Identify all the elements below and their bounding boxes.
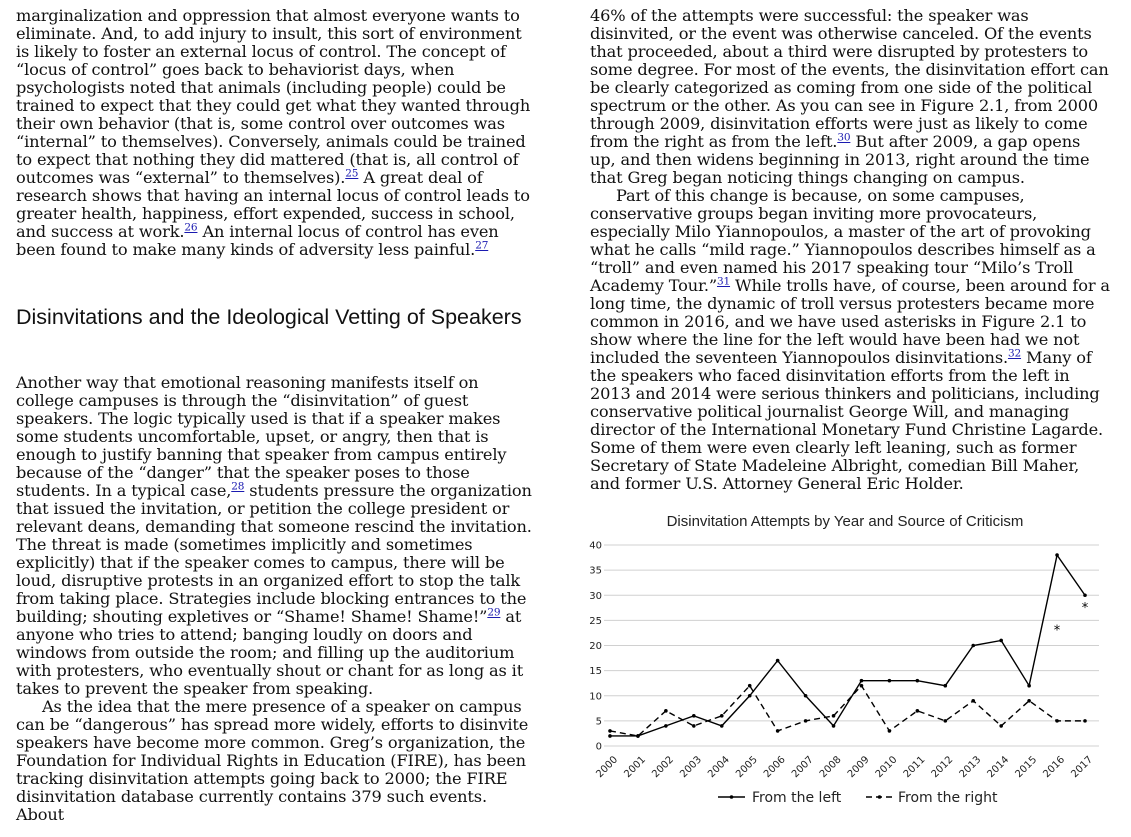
- paragraph-locus-of-control: [16, 7, 538, 259]
- stats-text: 46% of the attempts were successful: the speaker was disinvited, or the event was otherwise canceled. Of the events that proceeded, about a third were disrupted by protesters to some degree. For most of the events, the disinvitation effort can be clearly categorized as coming from one side of the political spectrum or the other. As you can see in Figure 2.1, from 2000 through 2009, disinvitation efforts were just as likely to come from the right as from the left.: [590, 6, 1109, 151]
- legend-label-left: From the left: [752, 790, 842, 806]
- data-point-left: [971, 644, 975, 648]
- line-chart: [585, 508, 1105, 808]
- footnote-link-30[interactable]: 30: [837, 131, 851, 144]
- data-point-right: [860, 684, 864, 688]
- footnote-link-25[interactable]: 25: [345, 167, 359, 180]
- data-point-right: [1027, 699, 1031, 703]
- paragraph-provocateurs: [590, 187, 1110, 493]
- stats-text: But after 2009, a gap opens up, and then widens beginning in 2013, right around the time that Greg began noticing things changing on campus.: [590, 132, 1090, 187]
- asterisk-annotation: *: [1081, 600, 1089, 616]
- data-point-right: [804, 719, 808, 723]
- asterisk-annotation: *: [1053, 623, 1061, 639]
- data-point-left: [832, 724, 836, 728]
- x-tick-label: 2003: [678, 754, 704, 781]
- data-point-right: [664, 709, 668, 713]
- provocateurs-text: Part of this change is because, on some campuses, conservative groups began inviting more provocateurs, especially Milo Yiannopoulos, a master of the art of provoking what he calls “mild rage.” Yiannopoulos describes himself as a “troll” and even named his 2017 speaking tour “Milo’s Troll Academy Tour.”: [590, 186, 1096, 295]
- data-point-left: [888, 679, 892, 683]
- locus-text: marginalization and oppression that almost everyone wants to eliminate. And, to add injury to insult, this sort of environment is likely to foster an external locus of control. The concept of “locus of control” goes back to behaviorist days, when psychologists noted that animals (including people) could be trained to expect that they could get what they wanted through their own behavior (that is, some control over outcomes was “internal” to themselves). Conversely, animals could be trained to expect that nothing they did mattered (that is, all control of outcomes was “external” to themselves).: [16, 6, 531, 187]
- legend-marker-left: [730, 795, 734, 799]
- data-point-right: [720, 714, 724, 718]
- x-tick-label: 2002: [650, 754, 677, 781]
- data-point-right: [1055, 719, 1059, 723]
- paragraph-attempt-statistics: [590, 7, 1110, 187]
- data-point-left: [720, 724, 724, 728]
- disinvite-text: at anyone who tries to attend; banging loudly on doors and windows from outside the room; and filling up the auditorium with protesters, who eventually shout or chant for as long as it takes to prevent the speaker from speaking.: [16, 607, 524, 698]
- data-point-right: [971, 699, 975, 703]
- y-tick-label: 35: [589, 565, 602, 577]
- x-tick-label: 2007: [789, 754, 816, 781]
- provocateurs-text: While trolls have, of course, been around for a long time, the dynamic of troll versus protesters became more common in 2016, and we have used asterisks in Figure 2.1 to show where the line for the left would have been had we not included the seventeen Yiannopoulos disinvitations.: [590, 276, 1110, 367]
- data-point-right: [1083, 719, 1087, 723]
- left-column: [16, 7, 538, 824]
- data-point-right: [999, 724, 1003, 728]
- footnote-link-32[interactable]: 32: [1007, 347, 1022, 360]
- footnote-link-28[interactable]: 28: [231, 480, 245, 493]
- x-tick-label: 2012: [929, 754, 956, 781]
- data-point-left: [943, 684, 947, 688]
- figure-2-1-chart: [585, 508, 1105, 808]
- disinvite-text: students pressure the organization that issued the invitation, or petition the college president or relevant deans, demanding that someone rescind the invitation. The threat is made (sometimes implicitly and sometimes explicitly) that if the speaker comes to campus, there will be loud, disruptive protests in an organized effort to stop the talk from taking place. Strategies include blocking entrances to the building; shouting expletives or “Shame! Shame! Shame!”: [16, 481, 532, 626]
- data-point-right: [636, 734, 640, 738]
- legend-label-right: From the right: [898, 790, 998, 806]
- y-tick-label: 25: [589, 615, 602, 627]
- x-tick-label: 2011: [901, 754, 928, 781]
- x-tick-label: 2009: [845, 754, 872, 781]
- x-tick-label: 2015: [1013, 754, 1040, 781]
- x-tick-label: 2013: [957, 754, 984, 781]
- x-tick-label: 2016: [1041, 754, 1068, 781]
- data-point-right: [888, 729, 892, 733]
- data-point-left: [999, 639, 1003, 643]
- data-point-left: [1055, 553, 1059, 557]
- data-point-right: [692, 724, 696, 728]
- fire-text: As the idea that the mere presence of a speaker on campus can be “dangerous” has spread more widely, efforts to disinvite speakers have become more common. Greg’s organization, the Foundation for Individual Rights in Education (FIRE), has been tracking disinvitation attempts going back to 2000; the FIRE disinvitation database currently contains 379 such events. About: [16, 697, 529, 824]
- data-point-left: [692, 714, 696, 718]
- locus-text: An internal locus of control has even been found to make many kinds of adversity less painful.: [16, 222, 499, 259]
- paragraph-fire-database: [16, 698, 538, 824]
- x-tick-label: 2014: [985, 754, 1012, 781]
- data-point-right: [943, 719, 947, 723]
- data-point-right: [608, 729, 612, 733]
- y-tick-label: 40: [589, 540, 602, 552]
- paragraph-disinvitations: [16, 374, 538, 698]
- data-point-left: [776, 659, 780, 663]
- data-point-left: [748, 694, 752, 698]
- y-tick-label: 10: [589, 691, 602, 703]
- data-point-left: [608, 734, 612, 738]
- x-tick-label: 2006: [761, 754, 788, 781]
- disinvite-text: Another way that emotional reasoning manifests itself on college campuses is through the “disinvitation” of guest speakers. The logic typically used is that if a speaker makes some students uncomfortable, upset, or angry, then that is enough to justify banning that speaker from campus entirely because of the “danger” that the speaker poses to those students. In a typical case,: [16, 373, 507, 500]
- y-tick-label: 30: [589, 590, 602, 602]
- locus-text: A great deal of research shows that having an internal locus of control leads to greater health, happiness, effort expended, success in school, and success at work.: [16, 168, 530, 241]
- data-point-left: [1083, 593, 1087, 597]
- x-tick-label: 2008: [817, 754, 844, 781]
- data-point-left: [860, 679, 864, 683]
- y-tick-label: 5: [595, 716, 602, 728]
- footnote-link-31[interactable]: 31: [716, 275, 731, 288]
- series-line-right: [610, 686, 1085, 736]
- x-tick-label: 2001: [622, 754, 649, 781]
- section-heading: Disinvitations and the Ideological Vetting of Speakers: [16, 305, 522, 329]
- x-tick-label: 2017: [1069, 754, 1096, 781]
- footnote-link-27[interactable]: 27: [475, 239, 489, 252]
- data-point-right: [832, 714, 836, 718]
- footnote-link-29[interactable]: 29: [487, 606, 501, 619]
- data-point-right: [916, 709, 920, 713]
- chart-title: Disinvitation Attempts by Year and Source of Criticism: [666, 513, 1024, 530]
- y-tick-label: 0: [595, 741, 602, 753]
- y-tick-label: 15: [589, 666, 602, 678]
- right-column: [590, 7, 1110, 493]
- x-tick-label: 2010: [873, 754, 900, 781]
- x-tick-label: 2005: [734, 754, 760, 781]
- y-tick-label: 20: [589, 641, 602, 652]
- data-point-left: [664, 724, 668, 728]
- provocateurs-text: Many of the speakers who faced disinvitation efforts from the left in 2013 and 2014 were serious thinkers and politicians, including conservative political journalist George Will, and managing director of the International Monetary Fund Christine Lagarde. Some of them were even clearly left leaning, such as former Secretary of State Madeleine Albright, comedian Bill Maher, and former U.S. Attorney General Eric Holder.: [590, 348, 1104, 493]
- data-point-right: [776, 729, 780, 733]
- legend-marker-right: [878, 795, 882, 799]
- footnote-link-26[interactable]: 26: [184, 221, 198, 234]
- x-tick-label: 2000: [594, 754, 621, 781]
- x-tick-label: 2004: [706, 754, 732, 781]
- data-point-left: [916, 679, 920, 683]
- data-point-right: [748, 684, 752, 688]
- data-point-left: [804, 694, 808, 698]
- data-point-left: [1027, 684, 1031, 688]
